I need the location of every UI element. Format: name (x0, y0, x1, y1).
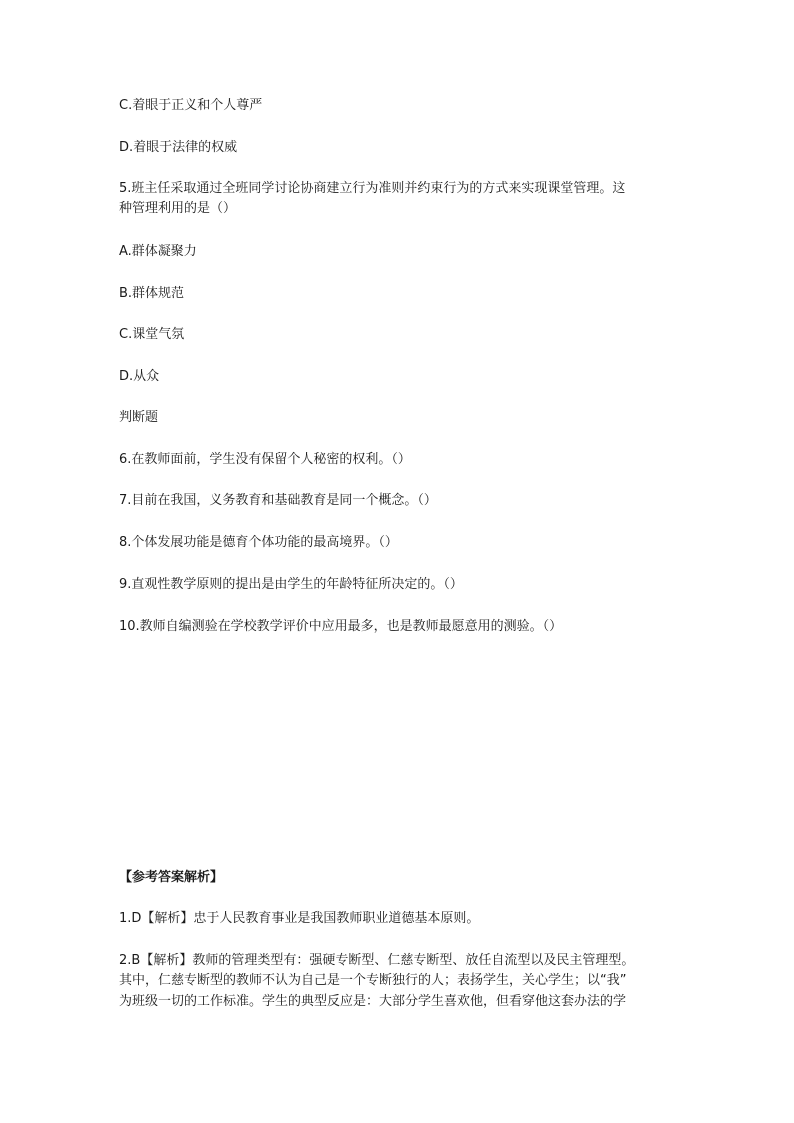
answer-1: 1.D【解析】忠于人民教育事业是我国教师职业道德基本原则。 (119, 911, 480, 926)
question-5-option-a: A.群体凝聚力 (119, 244, 197, 259)
answer-2-line-2: 其中，仁慈专断型的教师不认为自己是一个专断独行的人；表扬学生，关心学生；以“我” (119, 973, 627, 988)
question-8: 8.个体发展功能是德育个体功能的最高境界。（） (119, 535, 398, 550)
answer-2-line-1: 2.B【解析】教师的管理类型有：强硬专断型、仁慈专断型、放任自流型以及民主管理型。 (119, 953, 635, 968)
question-10: 10.教师自编测验在学校教学评价中应用最多，也是教师最愿意用的测验。（） (119, 619, 563, 634)
option-d-prev: D.着眼于法律的权威 (119, 140, 238, 155)
option-c-prev: C.着眼于正义和个人尊严 (119, 98, 263, 113)
answer-2-line-3: 为班级一切的工作标准。学生的典型反应是：大部分学生喜欢他，但看穿他这套办法的学 (119, 994, 627, 1009)
question-5-option-d: D.从众 (119, 369, 160, 384)
question-5-line-2: 种管理利用的是（） (119, 201, 237, 216)
question-9: 9.直观性教学原则的提出是由学生的年龄特征所决定的。（） (119, 577, 463, 592)
question-5-option-b: B.群体规范 (119, 286, 185, 301)
question-7: 7.目前在我国，义务教育和基础教育是同一个概念。（） (119, 493, 437, 508)
question-6: 6.在教师面前，学生没有保留个人秘密的权利。（） (119, 452, 411, 467)
answers-heading: 【参考答案解析】 (119, 870, 224, 885)
question-5-option-c: C.课堂气氛 (119, 327, 185, 342)
question-5-line-1: 5.班主任采取通过全班同学讨论协商建立行为准则并约束行为的方式来实现课堂管理。这 (119, 181, 626, 196)
section-heading-judge: 判断题 (119, 410, 159, 425)
